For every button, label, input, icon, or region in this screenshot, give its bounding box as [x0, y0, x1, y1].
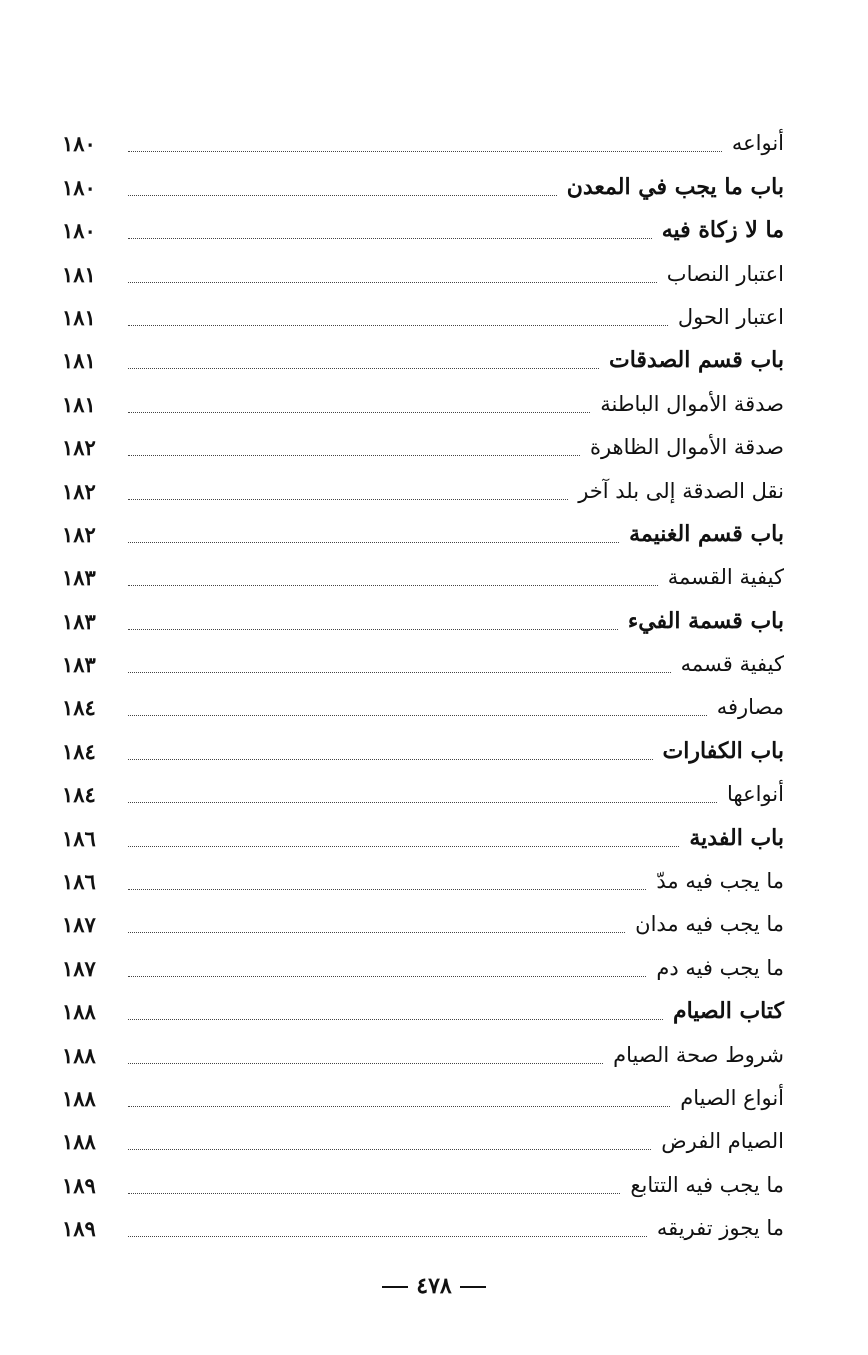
toc-entry [62, 377, 784, 420]
dot-leader [128, 499, 568, 500]
toc-entry [62, 334, 784, 377]
dot-leader [128, 325, 668, 326]
toc-entry-title: باب ما يجب في المعدن [566, 173, 784, 200]
toc-entry [62, 291, 784, 334]
toc-entry-page: ١٨١ [62, 348, 96, 374]
toc-entry-title: ما يجب فيه مدان [635, 912, 784, 937]
dot-leader [128, 238, 652, 239]
toc-entry [62, 1115, 784, 1158]
dot-leader [128, 629, 618, 630]
toc-entry [62, 464, 784, 507]
toc-entry [62, 681, 784, 724]
toc-entry-title: باب قسمة الفيء [627, 607, 784, 634]
toc-entry-page: ١٨٦ [62, 869, 96, 895]
dot-leader [128, 889, 646, 890]
dot-leader [128, 585, 658, 586]
toc-entry-page: ١٨٨ [62, 999, 96, 1025]
dot-leader [128, 151, 722, 152]
page-footer [0, 1273, 868, 1299]
toc-entry-title: اعتبار الحول [677, 304, 784, 329]
toc-entry [62, 1202, 784, 1245]
footer-dash-right [460, 1286, 486, 1288]
toc-entry [62, 985, 784, 1028]
toc-entry [62, 768, 784, 811]
toc-entry-page: ١٨١ [62, 391, 96, 417]
dot-leader [128, 1193, 620, 1194]
toc-entry-title: ما لا زكاة فيه [661, 217, 784, 244]
toc-entry-page: ١٨٢ [62, 521, 96, 547]
toc-entry-page: ١٨٧ [62, 955, 96, 981]
toc-entry [62, 1028, 784, 1071]
toc-entry [62, 117, 784, 160]
dot-leader [128, 412, 590, 413]
toc-entry-page: ١٨٦ [62, 825, 96, 851]
toc-entry-page: ١٨٢ [62, 435, 96, 461]
toc-entry-title: أنواعه [731, 131, 784, 156]
toc-entry-title: صدقة الأموال الظاهرة [589, 435, 784, 460]
toc-entry-title: ما يجب فيه مدّ [656, 869, 784, 894]
toc-entry-title: كيفية قسمه [680, 652, 784, 677]
toc-entry-title: كتاب الصيام [672, 998, 784, 1025]
dot-leader [128, 759, 653, 760]
toc-entry [62, 638, 784, 681]
toc-entry-page: ١٨٤ [62, 738, 96, 764]
toc-entry-title: باب قسم الصدقات [608, 347, 784, 374]
toc-entry-title: كيفية القسمة [667, 565, 784, 590]
dot-leader [128, 282, 657, 283]
page-number: ٤٧٨ [416, 1273, 452, 1299]
dot-leader [128, 195, 557, 196]
dot-leader [128, 1019, 663, 1020]
toc-entry-title: ما يجوز تفريقه [656, 1216, 784, 1241]
toc-entry [62, 1158, 784, 1201]
toc-entry [62, 811, 784, 854]
dot-leader [128, 846, 679, 847]
toc-entry-page: ١٨٠ [62, 131, 96, 157]
dot-leader [128, 455, 580, 456]
toc-entry-title: مصارفه [716, 695, 784, 720]
toc-entry [62, 724, 784, 767]
toc-entry-page: ١٨٠ [62, 218, 96, 244]
dot-leader [128, 672, 671, 673]
toc-entry-title: ما يجب فيه التتابع [630, 1172, 784, 1197]
dot-leader [128, 1149, 651, 1150]
dot-leader [128, 802, 717, 803]
table-of-contents [62, 117, 784, 1245]
toc-entry [62, 421, 784, 464]
toc-entry-page: ١٨٣ [62, 608, 96, 634]
toc-entry-page: ١٨٢ [62, 478, 96, 504]
dot-leader [128, 1236, 647, 1237]
toc-entry-title: الصيام الفرض [661, 1129, 784, 1154]
toc-entry-page: ١٨٣ [62, 652, 96, 678]
dot-leader [128, 976, 646, 977]
dot-leader [128, 932, 625, 933]
toc-entry-page: ١٨٤ [62, 695, 96, 721]
toc-entry [62, 941, 784, 984]
toc-entry-title: أنواعها [727, 782, 784, 807]
toc-entry-page: ١٨١ [62, 304, 96, 330]
toc-entry-title: باب قسم الغنيمة [629, 520, 784, 547]
toc-entry-page: ١٨٧ [62, 912, 96, 938]
toc-entry-title: ما يجب فيه دم [656, 955, 784, 980]
toc-entry [62, 160, 784, 203]
toc-entry-page: ١٨٠ [62, 174, 96, 200]
toc-entry [62, 508, 784, 551]
dot-leader [128, 542, 619, 543]
dot-leader [128, 1106, 670, 1107]
toc-entry-title: صدقة الأموال الباطنة [600, 391, 784, 416]
toc-entry-page: ١٨٨ [62, 1085, 96, 1111]
dot-leader [128, 1063, 603, 1064]
toc-entry-page: ١٨٩ [62, 1172, 96, 1198]
toc-entry [62, 594, 784, 637]
toc-entry-title: باب الفدية [689, 824, 784, 851]
toc-entry [62, 204, 784, 247]
dot-leader [128, 368, 599, 369]
toc-entry [62, 898, 784, 941]
toc-entry [62, 855, 784, 898]
toc-entry-page: ١٨٣ [62, 565, 96, 591]
toc-entry [62, 247, 784, 290]
toc-entry-page: ١٨٨ [62, 1129, 96, 1155]
toc-entry-page: ١٨٤ [62, 782, 96, 808]
toc-entry-title: أنواع الصيام [680, 1085, 784, 1110]
toc-entry [62, 551, 784, 594]
toc-entry-title: اعتبار النصاب [666, 261, 784, 286]
footer-dash-left [382, 1286, 408, 1288]
toc-entry-page: ١٨٩ [62, 1216, 96, 1242]
dot-leader [128, 715, 707, 716]
toc-entry-page: ١٨٨ [62, 1042, 96, 1068]
toc-entry-page: ١٨١ [62, 261, 96, 287]
toc-entry-title: نقل الصدقة إلى بلد آخر [578, 478, 784, 503]
toc-entry-title: شروط صحة الصيام [613, 1042, 784, 1067]
toc-entry-title: باب الكفارات [662, 737, 784, 764]
toc-entry [62, 1072, 784, 1115]
